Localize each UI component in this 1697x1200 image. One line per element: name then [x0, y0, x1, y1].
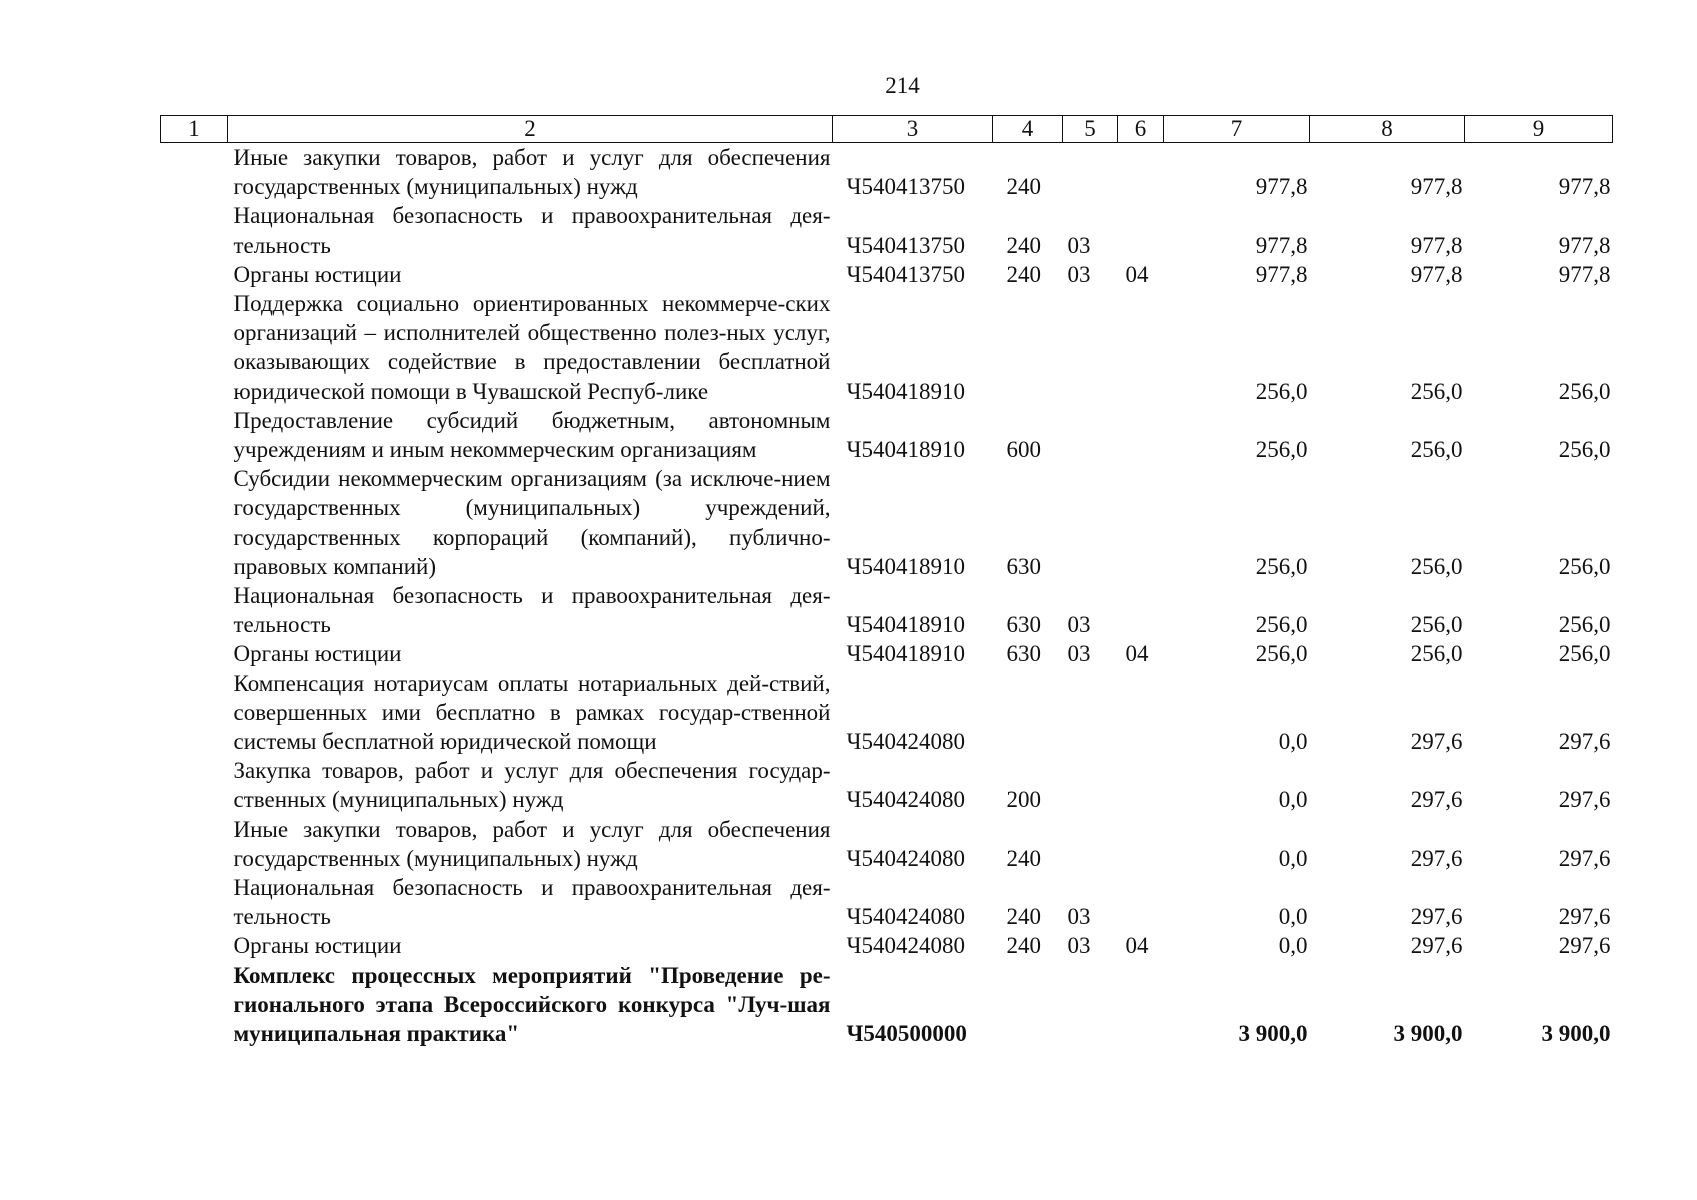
column-header-1: 1 [161, 116, 228, 143]
expense-type-cell: 240 [1006, 904, 1041, 930]
amount-year2-cell: 256,0 [1410, 641, 1463, 667]
amount-year3-cell: 297,6 [1558, 729, 1611, 755]
expense-type-cell: 240 [1006, 845, 1041, 871]
amount-year2-cell: 3 900,0 [1393, 1021, 1463, 1047]
amount-year1-cell: 977,8 [1255, 232, 1308, 258]
table-row [161, 464, 1613, 581]
row-number-cell [161, 815, 228, 873]
amount-year1-cell: 977,8 [1255, 261, 1308, 287]
expense-type-cell: 240 [1006, 174, 1041, 200]
target-article-code-cell: Ч540500000 [846, 1021, 967, 1047]
amount-year1-cell: 0,0 [1278, 933, 1308, 959]
section-cell [1063, 464, 1118, 581]
table-row [161, 756, 1613, 814]
amount-year2-cell: 256,0 [1410, 612, 1463, 638]
item-name-cell: Органы юстиции [233, 933, 402, 959]
target-article-code-cell: Ч540424080 [846, 787, 965, 813]
item-name-cell: Национальная безопасность и правоохранительная дея-тельность [233, 583, 831, 638]
item-name-cell: Предоставление субсидий бюджетным, автономным учреждениям и иным некоммерческим организациям [233, 407, 831, 463]
item-name-cell: Комплекс процессных мероприятий "Проведение ре-гионального этапа Всероссийского конкурса "Луч-шая муниципальная практика" [233, 962, 831, 1047]
target-article-code-cell: Ч540424080 [846, 904, 965, 930]
subsection-cell: 04 [1125, 933, 1149, 959]
subsection-cell [1118, 756, 1164, 814]
amount-year1-cell: 0,0 [1278, 845, 1308, 871]
target-article-code-cell: Ч540413750 [846, 261, 965, 287]
expense-type-cell: 240 [1006, 933, 1041, 959]
amount-year2-cell: 256,0 [1410, 378, 1463, 404]
amount-year3-cell: 297,6 [1558, 933, 1611, 959]
expense-type-cell [993, 669, 1063, 757]
expense-type-cell: 600 [1006, 437, 1041, 463]
target-article-code-cell: Ч540413750 [846, 174, 965, 200]
column-header-3: 3 [833, 116, 993, 143]
amount-year3-cell: 256,0 [1558, 641, 1611, 667]
column-header-5: 5 [1063, 116, 1118, 143]
section-cell: 03 [1067, 612, 1091, 638]
amount-year3-cell: 977,8 [1558, 261, 1611, 287]
amount-year3-cell: 256,0 [1558, 612, 1611, 638]
table-row [161, 406, 1613, 464]
table-row [161, 931, 1613, 960]
expense-type-cell: 240 [1006, 232, 1041, 258]
expense-type-cell: 630 [1006, 612, 1041, 638]
row-number-cell [161, 260, 228, 289]
amount-year2-cell: 977,8 [1410, 174, 1463, 200]
amount-year2-cell: 977,8 [1410, 261, 1463, 287]
page-number: 214 [885, 73, 920, 98]
subsection-cell [1118, 406, 1164, 464]
table-row [161, 639, 1613, 668]
table-row [161, 289, 1613, 406]
column-header-7: 7 [1164, 116, 1310, 143]
section-cell [1063, 815, 1118, 873]
amount-year1-cell: 0,0 [1278, 787, 1308, 813]
amount-year2-cell: 297,6 [1410, 904, 1463, 930]
item-name-cell: Закупка товаров, работ и услуг для обеспечения государ-ственных (муниципальных) нужд [233, 758, 831, 813]
subsection-cell [1118, 961, 1164, 1049]
row-number-cell [161, 201, 228, 259]
amount-year3-cell: 297,6 [1558, 787, 1611, 813]
table-row [161, 961, 1613, 1049]
subsection-cell [1118, 289, 1164, 406]
amount-year3-cell: 977,8 [1558, 232, 1611, 258]
target-article-code-cell: Ч540424080 [846, 729, 965, 755]
column-header-9: 9 [1465, 116, 1613, 143]
row-number-cell [161, 581, 228, 639]
item-name-cell: Иные закупки товаров, работ и услуг для обеспечения государственных (муниципальных) нужд [233, 816, 831, 871]
subsection-cell [1118, 143, 1164, 202]
table-row [161, 143, 1613, 202]
section-cell: 03 [1067, 904, 1091, 930]
subsection-cell: 04 [1125, 641, 1149, 667]
target-article-code-cell: Ч540418910 [846, 641, 965, 667]
amount-year3-cell: 3 900,0 [1541, 1021, 1611, 1047]
expense-type-cell: 200 [1006, 787, 1041, 813]
table-row [161, 260, 1613, 289]
section-cell [1063, 669, 1118, 757]
table-body [161, 143, 1613, 1049]
target-article-code-cell: Ч540413750 [846, 232, 965, 258]
section-cell [1063, 289, 1118, 406]
table-row [161, 201, 1613, 259]
amount-year2-cell: 297,6 [1410, 729, 1463, 755]
expense-type-cell [993, 289, 1063, 406]
subsection-cell: 04 [1125, 261, 1149, 287]
amount-year2-cell: 297,6 [1410, 845, 1463, 871]
item-name-cell: Национальная безопасность и правоохранительная дея-тельность [233, 203, 831, 258]
amount-year2-cell: 297,6 [1410, 787, 1463, 813]
amount-year1-cell: 256,0 [1255, 641, 1308, 667]
row-number-cell [161, 669, 228, 757]
amount-year1-cell: 977,8 [1255, 174, 1308, 200]
item-name-cell: Компенсация нотариусам оплаты нотариальных дей-ствий, совершенных ими бесплатно в рамках государ-ственной системы бесплатной юридической помощи [233, 670, 831, 755]
expense-type-cell: 630 [1006, 553, 1041, 579]
item-name-cell: Субсидии некоммерческим организациям (за исключе-нием государственных (муниципальных) учреждений, государственных корпораций (компаний), публично-правовых компаний) [233, 466, 831, 579]
table-row [161, 581, 1613, 639]
table-row [161, 873, 1613, 931]
row-number-cell [161, 961, 228, 1049]
amount-year3-cell: 297,6 [1558, 845, 1611, 871]
target-article-code-cell: Ч540424080 [846, 933, 965, 959]
subsection-cell [1118, 201, 1164, 259]
row-number-cell [161, 464, 228, 581]
section-cell: 03 [1067, 933, 1091, 959]
amount-year3-cell: 297,6 [1558, 904, 1611, 930]
expense-type-cell: 630 [1006, 641, 1041, 667]
item-name-cell: Органы юстиции [233, 261, 402, 287]
target-article-code-cell: Ч540424080 [846, 845, 965, 871]
expense-type-cell: 240 [1006, 261, 1041, 287]
amount-year1-cell: 3 900,0 [1238, 1021, 1308, 1047]
amount-year1-cell: 256,0 [1255, 437, 1308, 463]
amount-year2-cell: 256,0 [1410, 437, 1463, 463]
column-header-8: 8 [1310, 116, 1465, 143]
amount-year3-cell: 256,0 [1558, 378, 1611, 404]
row-number-cell [161, 873, 228, 931]
row-number-cell [161, 143, 228, 202]
amount-year1-cell: 0,0 [1278, 729, 1308, 755]
subsection-cell [1118, 464, 1164, 581]
target-article-code-cell: Ч540418910 [846, 437, 965, 463]
row-number-cell [161, 406, 228, 464]
amount-year1-cell: 256,0 [1255, 612, 1308, 638]
section-cell [1063, 756, 1118, 814]
section-cell [1063, 143, 1118, 202]
column-header-6: 6 [1118, 116, 1164, 143]
column-number-header-row [161, 116, 1613, 143]
amount-year3-cell: 977,8 [1558, 174, 1611, 200]
section-cell: 03 [1067, 232, 1091, 258]
target-article-code-cell: Ч540418910 [846, 612, 965, 638]
item-name-cell: Национальная безопасность и правоохранительная дея-тельность [233, 875, 831, 930]
amount-year1-cell: 256,0 [1255, 553, 1308, 579]
item-name-cell: Органы юстиции [233, 641, 402, 667]
section-cell: 03 [1067, 641, 1091, 667]
table-row [161, 669, 1613, 757]
subsection-cell [1118, 815, 1164, 873]
amount-year1-cell: 0,0 [1278, 904, 1308, 930]
subsection-cell [1118, 873, 1164, 931]
amount-year2-cell: 977,8 [1410, 232, 1463, 258]
amount-year1-cell: 256,0 [1255, 378, 1308, 404]
item-name-cell: Иные закупки товаров, работ и услуг для обеспечения государственных (муниципальных) нужд [233, 145, 831, 200]
item-name-cell: Поддержка социально ориентированных некоммерче-ских организаций – исполнителей общественно полез-ных услуг, оказывающих содействие в предоставлении бесплатной юридической помощи в Чувашской Респуб-лике [233, 291, 831, 404]
budget-table [160, 115, 1613, 1048]
target-article-code-cell: Ч540418910 [846, 378, 965, 404]
amount-year2-cell: 297,6 [1410, 933, 1463, 959]
row-number-cell [161, 289, 228, 406]
section-cell: 03 [1067, 261, 1091, 287]
row-number-cell [161, 756, 228, 814]
column-header-4: 4 [993, 116, 1063, 143]
amount-year2-cell: 256,0 [1410, 553, 1463, 579]
subsection-cell [1118, 581, 1164, 639]
amount-year3-cell: 256,0 [1558, 553, 1611, 579]
row-number-cell [161, 639, 228, 668]
amount-year3-cell: 256,0 [1558, 437, 1611, 463]
column-header-2: 2 [228, 116, 833, 143]
section-cell [1063, 961, 1118, 1049]
expense-type-cell [993, 961, 1063, 1049]
target-article-code-cell: Ч540418910 [846, 553, 965, 579]
table-row [161, 815, 1613, 873]
subsection-cell [1118, 669, 1164, 757]
row-number-cell [161, 931, 228, 960]
section-cell [1063, 406, 1118, 464]
